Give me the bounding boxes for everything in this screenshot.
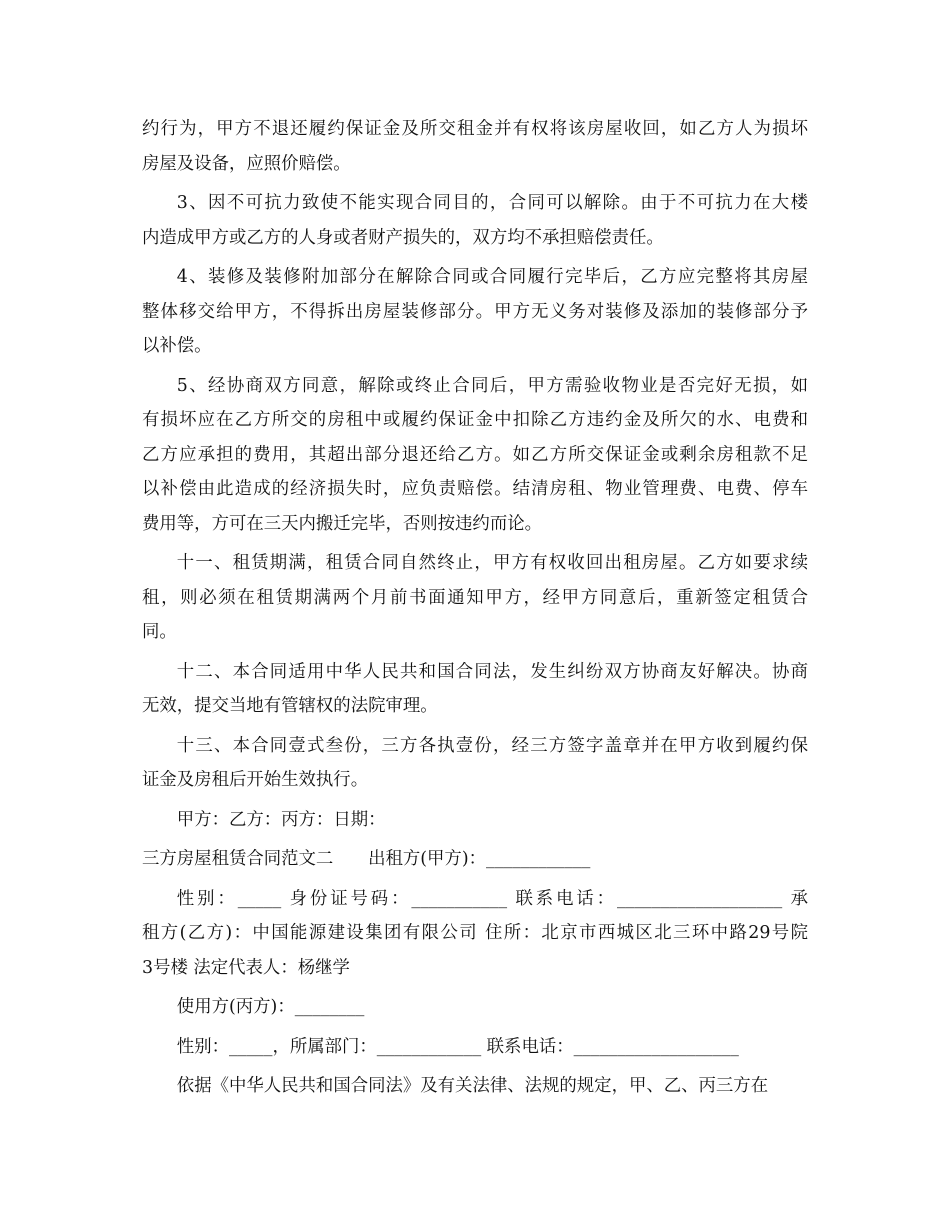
text-line: 无效，提交当地有管辖权的法院审理。 [142, 696, 438, 716]
text-line: 以补偿由此造成的经济损失时，应负责赔偿。结清房租、物业管理费、电费、停车 [142, 479, 808, 499]
paragraph-breach-continued [142, 112, 808, 181]
text-line: 性别：_____ 身份证号码：___________ 联系电话：___________________ 承 [176, 888, 808, 909]
text-line: 有损坏应在乙方所交的房租中或履约保证金中扣除乙方违约金及所欠的水、电费和 [142, 410, 808, 430]
text-line: 4、装修及装修附加部分在解除合同或合同履行完毕后，乙方应完整将其房屋 [176, 267, 808, 287]
paragraph-article-11 [142, 546, 808, 650]
text-line: 依据《中华人民共和国合同法》及有关法律、法规的规定，甲、乙、丙三方在 [176, 1076, 769, 1096]
text-line: 甲方：乙方：丙方：日期： [176, 809, 386, 830]
text-line: 房屋及设备，应照价赔偿。 [142, 153, 351, 174]
text-line: 十一、租赁期满，租赁合同自然终止，甲方有权收回出租房屋。乙方如要求续 [176, 553, 808, 573]
text-line: 3号楼 法定代表人：杨继学 [142, 957, 350, 978]
text-line: 十三、本合同壹式叁份，三方各执壹份，经三方签字盖章并在甲方收到履约保 [176, 735, 808, 756]
paragraph-article-12 [142, 655, 808, 724]
paragraph-lessor-info [142, 882, 808, 986]
text-line: 3、因不可抗力致使不能实现合同目的，合同可以解除。由于不可抗力在大楼 [176, 193, 808, 213]
text-line: 乙方应承担的费用，其超出部分退还给乙方。如乙方所交保证金或剩余房租款不足 [142, 444, 808, 465]
paragraph-signatures [142, 803, 808, 838]
text-line: 费用等，方可在三天内搬迁完毕，否则按违约而论。 [142, 513, 542, 534]
paragraph-user-info [142, 1030, 808, 1065]
document-body [142, 112, 808, 1109]
text-line: 约行为，甲方不退还履约保证金及所交租金并有权将该房屋收回，如乙方人为损坏 [142, 119, 808, 139]
text-line: 性别：_____，所属部门：____________ 联系电话：___________________ [176, 1036, 739, 1057]
paragraph-user-party [142, 990, 808, 1025]
text-line: 使用方(丙方)：________ [176, 997, 365, 1017]
paragraph-clause-4 [142, 260, 808, 364]
paragraph-clause-5 [142, 369, 808, 542]
text-line: 证金及房租后开始生效执行。 [142, 770, 369, 790]
text-line: 租方(乙方)：中国能源建设集团有限公司 住所：北京市西城区北三环中路29号院 [142, 923, 808, 943]
text-line: 整体移交给甲方，不得拆出房屋装修部分。甲方无义务对装修及添加的装修部分予 [142, 301, 808, 322]
paragraph-sample-two-title [142, 842, 808, 877]
text-line: 内造成甲方或乙方的人身或者财产损失的，双方均不承担赔偿责任。 [142, 227, 664, 248]
text-line: 租，则必须在租赁期满两个月前书面通知甲方，经甲方同意后，重新签定租赁合 [142, 587, 808, 608]
paragraph-article-13 [142, 729, 808, 798]
text-line: 5、经协商双方同意，解除或终止合同后，甲方需验收物业是否完好无损，如 [176, 375, 808, 396]
text-line: 同。 [142, 622, 177, 642]
paragraph-basis [142, 1069, 808, 1104]
paragraph-clause-3 [142, 186, 808, 255]
text-line: 三方房屋租赁合同范文二 出租方(甲方)：____________ [142, 849, 591, 869]
text-line: 十二、本合同适用中华人民共和国合同法，发生纠纷双方协商友好解决。协商 [176, 661, 808, 682]
text-line: 以补偿。 [142, 336, 212, 356]
